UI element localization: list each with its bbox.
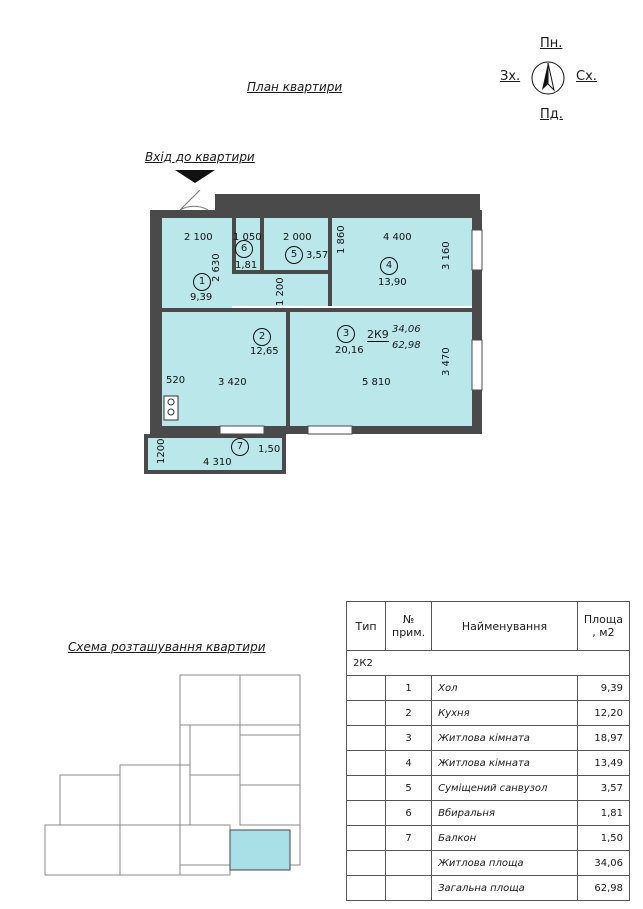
dimension: 2 100 [184, 232, 213, 243]
compass-west: Зх. [500, 69, 521, 84]
dimension: 1 200 [275, 277, 286, 306]
room-number: 7 [231, 438, 249, 456]
dimension: 1 860 [336, 225, 347, 254]
table-row: 7 Балкон 1,50 [347, 826, 630, 851]
table-row: 6 Вбиральня 1,81 [347, 801, 630, 826]
location-scheme [40, 665, 310, 885]
header-name: Найменування [432, 602, 578, 651]
compass-icon [530, 60, 566, 96]
dimension: 3 160 [441, 241, 452, 270]
room-area: 3,57 [306, 250, 329, 261]
apartment-total-area: 62,98 [392, 340, 421, 351]
entry-label: Вхід до квартири [145, 150, 255, 164]
apartment-code: 2К9 [367, 328, 389, 341]
room-area: 1,81 [235, 260, 258, 271]
dimension: 2 630 [211, 253, 222, 282]
room-number: 4 [380, 257, 398, 275]
room-number: 2 [253, 328, 271, 346]
entry-arrow-icon [175, 170, 215, 184]
header-type: Тип [347, 602, 386, 651]
dimension: 1 050 [233, 232, 262, 243]
table-row: 1 Хол 9,39 [347, 676, 630, 701]
table-row: 2 Кухня 12,20 [347, 701, 630, 726]
summary-row: Житлова площа 34,06 [347, 851, 630, 876]
dimension: 1200 [156, 438, 167, 464]
spec-table [346, 601, 630, 901]
table-row: 5 Суміщений санвузол 3,57 [347, 776, 630, 801]
room-area: 9,39 [190, 292, 213, 303]
scheme-title: Схема розташування квартири [68, 640, 266, 654]
dimension: 520 [166, 375, 186, 386]
header-area: Площа , м2 [577, 602, 629, 651]
room-area: 1,50 [258, 444, 281, 455]
dimension: 4 400 [383, 232, 412, 243]
dimension: 4 310 [203, 457, 232, 468]
table-row: 4 Житлова кімната 13,49 [347, 751, 630, 776]
room-area: 13,90 [378, 277, 407, 288]
dimension: 3 420 [218, 377, 247, 388]
dimension: 3 470 [441, 347, 452, 376]
room-area: 20,16 [335, 345, 364, 356]
dimension: 2 000 [283, 232, 312, 243]
room-area: 12,65 [250, 346, 279, 357]
compass-south: Пд. [540, 107, 563, 122]
compass-north: Пн. [540, 36, 563, 51]
room-number: 3 [337, 325, 355, 343]
room-number: 5 [285, 246, 303, 264]
table-row: 3 Житлова кімната 18,97 [347, 726, 630, 751]
dimension: 5 810 [362, 377, 391, 388]
summary-row: Загальна площа 62,98 [347, 876, 630, 901]
apartment-living-area: 34,06 [392, 324, 421, 335]
plan-title: План квартири [247, 80, 343, 94]
type-value: 2К2 [347, 651, 630, 676]
compass-east: Сх. [576, 69, 597, 84]
room-number: 1 [193, 273, 211, 291]
room-number: 6 [235, 240, 253, 258]
header-num: № прим. [386, 602, 432, 651]
